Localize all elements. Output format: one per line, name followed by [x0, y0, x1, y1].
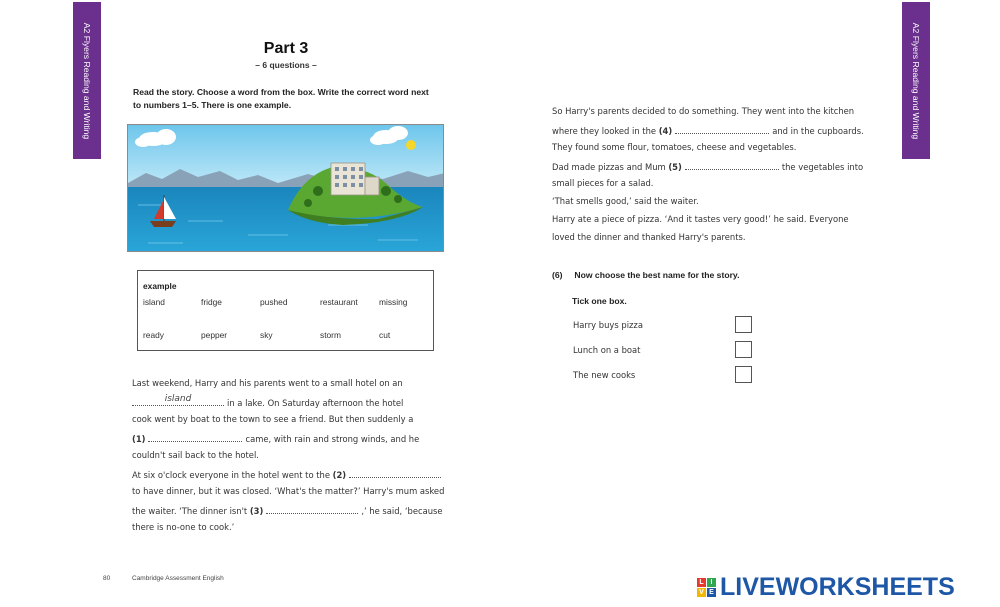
story-line [552, 124, 864, 136]
side-tab-left-label: A2 Flyers Reading and Writing [82, 22, 92, 139]
story-line: to have dinner, but it was closed. ‘What's the matter?’ Harry's mum asked [132, 486, 445, 496]
story-line: They found some flour, tomatoes, cheese and vegetables. [552, 142, 797, 152]
answer-blank-5[interactable] [685, 160, 779, 170]
story-text: came, with rain and strong winds, and he [245, 434, 420, 444]
answer-blank-1[interactable] [148, 432, 242, 442]
story-text: ,’ he said, ‘because [361, 506, 443, 516]
logo-letter: V [697, 588, 706, 597]
story-line: loved the dinner and thanked Harry's parents. [552, 232, 746, 242]
story-text: where they looked in the [552, 126, 657, 136]
story-line [132, 468, 444, 480]
logo-letter: E [707, 588, 716, 597]
story-text: Dad made pizzas and Mum [552, 162, 666, 172]
liveworksheets-wordmark: LIVEWORKSHEETS [720, 572, 955, 601]
answer-blank-3[interactable] [266, 504, 358, 514]
word-box-word: storm [320, 330, 341, 340]
answer-blank-4[interactable] [675, 124, 769, 134]
question-number-1: (1) [132, 434, 146, 444]
tick-box-option-2[interactable] [735, 341, 752, 358]
question-number-2: (2) [332, 470, 347, 480]
story-text: and in the cupboards. [772, 126, 864, 136]
publisher-name: Cambridge Assessment English [132, 575, 224, 582]
side-tab-left [73, 2, 101, 159]
tick-box-option-3[interactable] [735, 366, 752, 383]
story-line [132, 432, 419, 444]
story-line [132, 396, 403, 408]
answer-blank-2[interactable] [349, 468, 441, 478]
story-line: Harry ate a piece of pizza. ‘And it tastes very good!’ he said. Everyone [552, 214, 849, 224]
word-box-word: cut [379, 330, 391, 340]
question-number-5: (5) [668, 162, 682, 172]
story-line: Last weekend, Harry and his parents went to a small hotel on an [132, 378, 403, 388]
word-box-word: pepper [201, 330, 228, 340]
story-text: the waiter. ‘The dinner isn't [132, 506, 248, 516]
question-6-text: Now choose the best name for the story. [574, 270, 740, 280]
side-tab-right-label: A2 Flyers Reading and Writing [911, 22, 921, 139]
word-box-word: restaurant [320, 297, 358, 307]
liveworksheets-icon [697, 578, 716, 597]
word-box-word: pushed [260, 297, 288, 307]
option-label: The new cooks [573, 370, 636, 380]
question-number-6: (6) [552, 270, 563, 280]
story-line: cook went by boat to the town to see a friend. But then suddenly a [132, 414, 414, 424]
side-tab-right [902, 2, 930, 159]
liveworksheets-logo[interactable] [697, 572, 955, 602]
page-subtitle: – 6 questions – [255, 60, 317, 70]
story-line: So Harry's parents decided to do something. They went into the kitchen [552, 106, 855, 116]
island-scene-image [128, 125, 444, 252]
question-6 [552, 270, 739, 280]
example-answer-blank [132, 396, 224, 406]
story-line: there is no-one to cook.’ [132, 522, 235, 532]
example-answer: island [164, 394, 192, 404]
page-number: 80 [103, 575, 111, 582]
option-label: Harry buys pizza [573, 320, 643, 330]
island-illustration [127, 124, 444, 252]
example-label: example [143, 281, 177, 291]
logo-letter: I [707, 578, 716, 587]
story-line: couldn't sail back to the hotel. [132, 450, 259, 460]
word-box-word: island [143, 297, 165, 307]
option-label: Lunch on a boat [573, 345, 641, 355]
word-box-word: fridge [201, 297, 222, 307]
story-line [132, 504, 443, 516]
page-title: Part 3 [263, 40, 309, 57]
logo-letter: L [697, 578, 706, 587]
story-line: ‘That smells good,’ said the waiter. [552, 196, 699, 206]
story-line: small pieces for a salad. [552, 178, 654, 188]
story-text: At six o'clock everyone in the hotel went to the [132, 470, 330, 480]
tick-box-option-1[interactable] [735, 316, 752, 333]
question-number-4: (4) [658, 126, 673, 136]
story-line [552, 160, 863, 172]
instructions: Read the story. Choose a word from the box. Write the correct word next to numbers 1–5. There is one example. [133, 87, 429, 110]
tick-instruction: Tick one box. [572, 296, 627, 306]
word-box-word: missing [379, 297, 408, 307]
story-text: the vegetables into [781, 162, 864, 172]
word-box-word: ready [143, 330, 164, 340]
story-text: in a lake. On Saturday afternoon the hotel [227, 398, 404, 408]
question-number-3: (3) [249, 506, 264, 516]
word-box-word: sky [260, 330, 273, 340]
word-box [137, 270, 434, 351]
